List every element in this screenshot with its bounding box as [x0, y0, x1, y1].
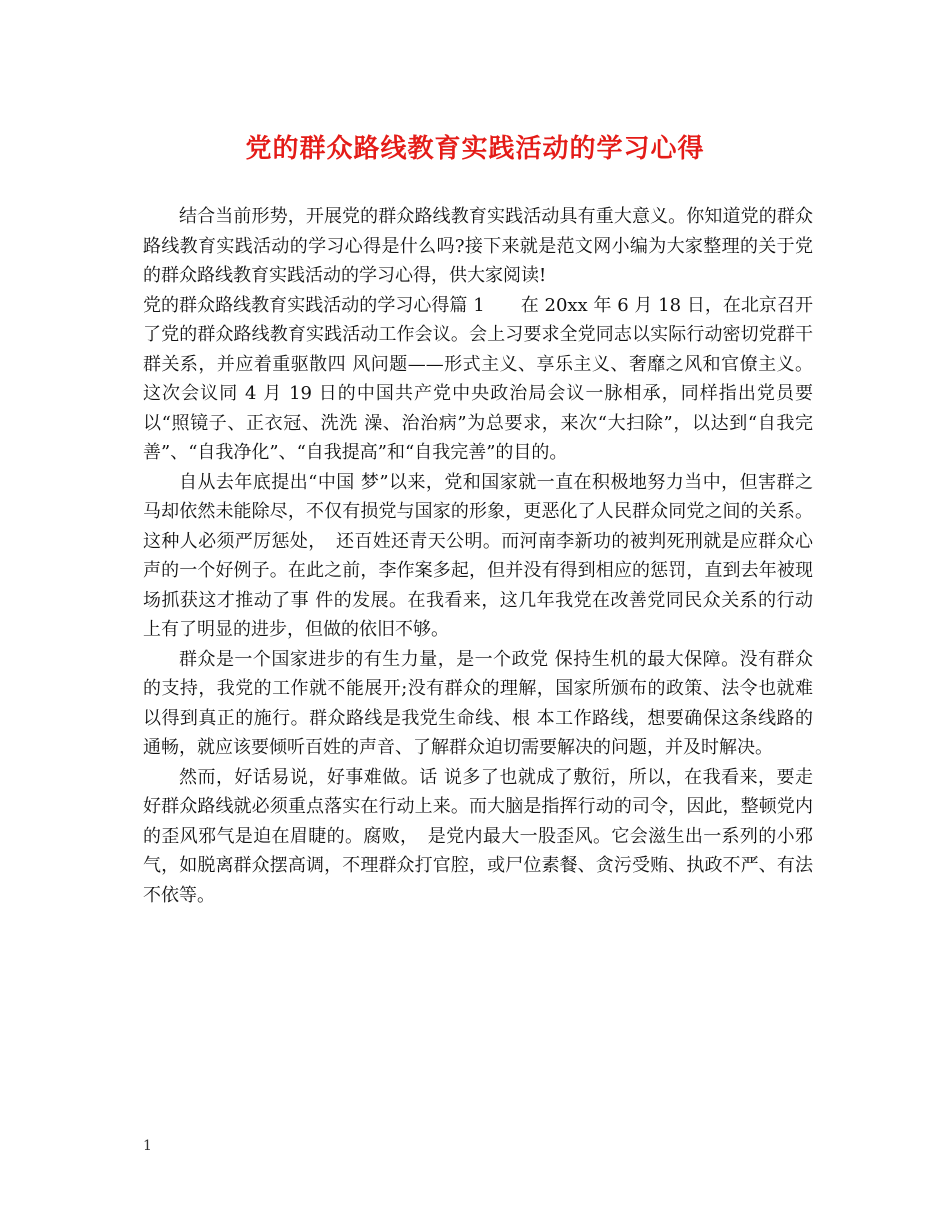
page-number: 1: [143, 1138, 152, 1154]
paragraph-2: 自从去年底提出“中国 梦”以来，党和国家就一直在积极地努力当中，但害群之马却依然未能除尽，不仅有损党与国家的形象，更恶化了人民群众同党之间的关系。这种人必须严厉惩处， 还百姓还青天公明。而河南李新功的被判死刑就是应群众心声的一个好例子。在此之前，李作案多起，但并没有得到相应的惩罚，直到去年被现场抓获这才推动了事 件的发展。在我看来，这几年我党在改善党同民众关系的行动上有了明显的进步，但做的依旧不够。: [143, 471, 813, 640]
intro-paragraph: 结合当前形势，开展党的群众路线教育实践活动具有重大意义。你知道党的群众路线教育实践活动的学习心得是什么吗?接下来就是范文网小编为大家整理的关于党的群众路线教育实践活动的学习心得，供大家阅读!: [143, 206, 813, 286]
paragraph-4: 然而，好话易说，好事难做。话 说多了也就成了敷衍，所以，在我看来，要走好群众路线就必须重点落实在行动上来。而大脑是指挥行动的司令，因此，整顿党内的歪风邪气是迫在眉睫的。腐败， 是党内最大一股歪风。它会滋生出一系列的小邪气，如脱离群众摆高调，不理群众打官腔，或尸位素餐、贪污受贿、执政不严、有法不依等。: [143, 766, 813, 906]
document-body: [143, 202, 813, 910]
document-title: 党的群众路线教育实践活动的学习心得: [245, 134, 705, 164]
paragraph-1: 党的群众路线教育实践活动的学习心得篇 1 在 20xx 年 6 月 18 日，在北京召开了党的群众路线教育实践活动工作会议。会上习要求全党同志以实际行动密切党群干群关系，并应着重驱散四 风问题——形式主义、享乐主义、奢靡之风和官僚主义。这次会议同 4 月 19 日的中国共产党中央政治局会议一脉相承，同样指出党员要以“照镜子、正衣冠、洗洗 澡、治治病”为总要求，来次“大扫除”，以达到“自我完善”、“自我净化”、“自我提高”和“自我完善”的目的。: [143, 294, 813, 463]
paragraph-3: 群众是一个国家进步的有生力量，是一个政党 保持生机的最大保障。没有群众的支持，我党的工作就不能展开;没有群众的理解，国家所颁布的政策、法令也就难以得到真正的施行。群众路线是我党生命线、根 本工作路线，想要确保这条线路的通畅，就应该要倾听百姓的声音、了解群众迫切需要解决的问题，并及时解决。: [143, 648, 813, 758]
